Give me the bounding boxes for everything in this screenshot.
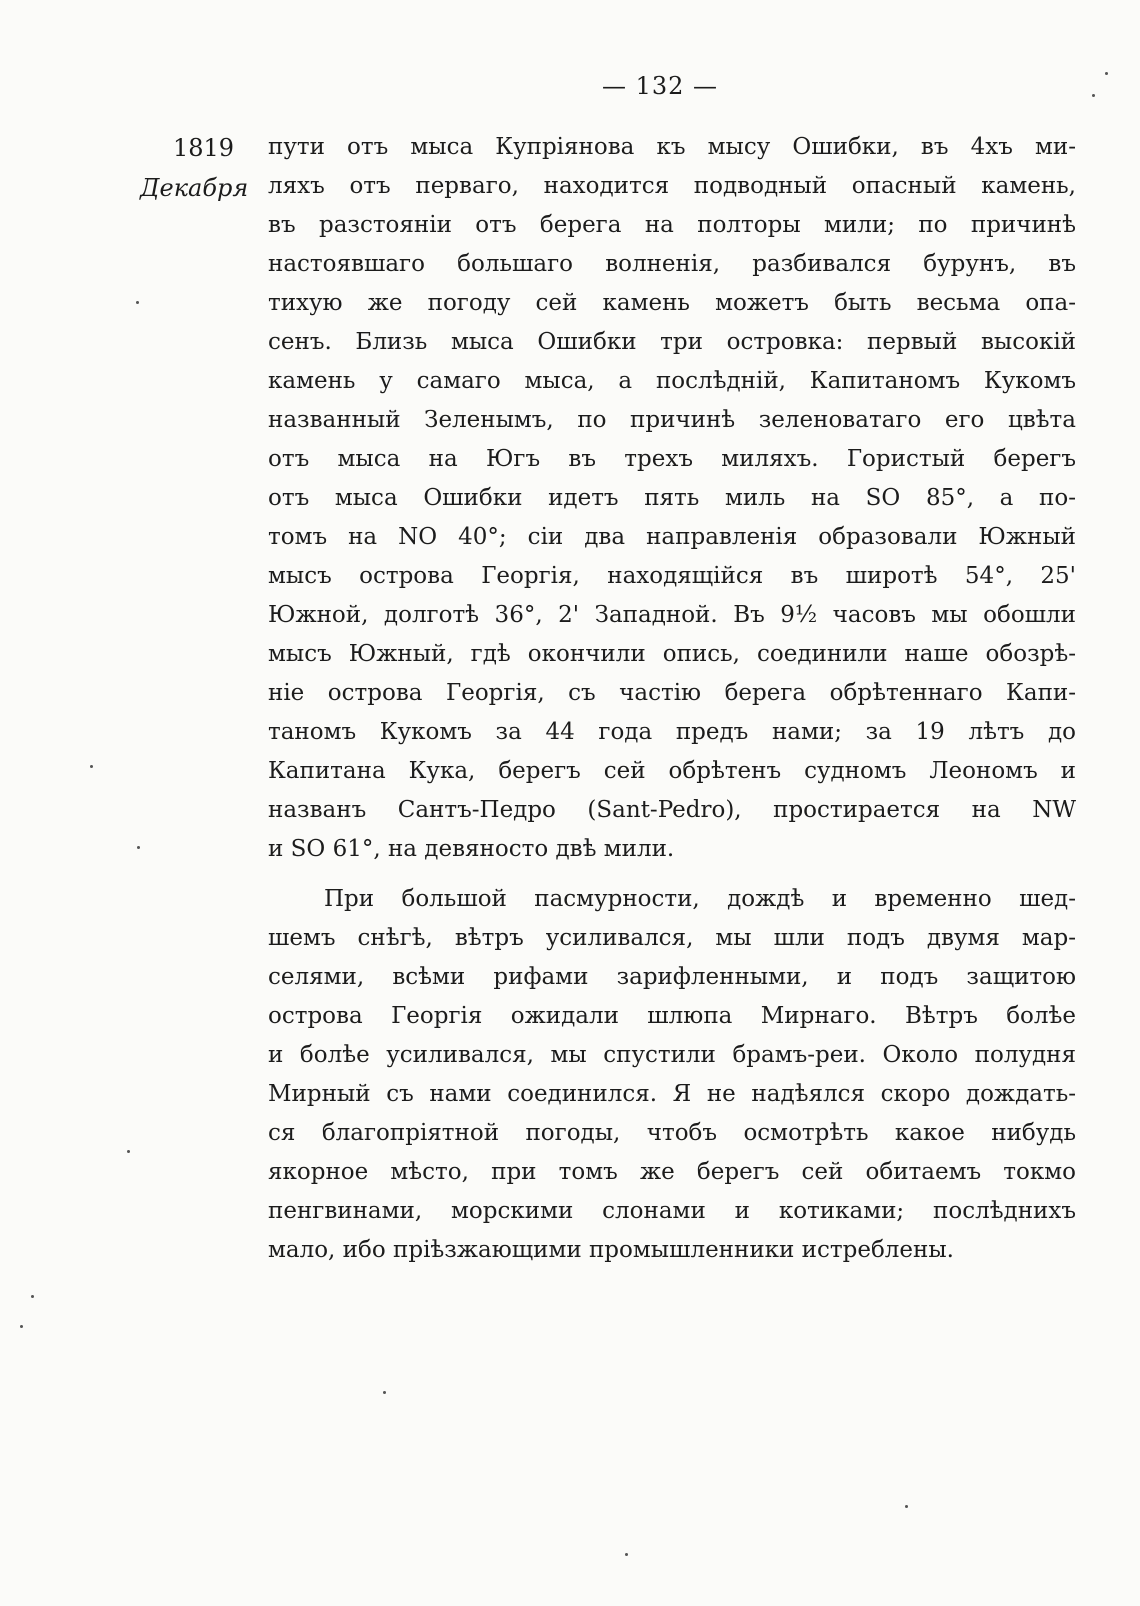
- text-line: При большой пасмурности, дождѣ и временно шед-: [324, 886, 1076, 912]
- text-line: Капитана Кука, берегъ сей обрѣтенъ судномъ Леономъ и: [268, 758, 1076, 784]
- text-line: ніе острова Георгія, съ частію берега обрѣтеннаго Капи-: [268, 680, 1076, 706]
- text-line: въ разстояніи отъ берега на полторы мили; по причинѣ: [268, 212, 1076, 238]
- scan-speck: [905, 1505, 908, 1508]
- text-line: мысъ Южный, гдѣ окончили опись, соединили наше обозрѣ-: [268, 641, 1076, 667]
- scan-speck: [625, 1553, 628, 1556]
- text-line: пенгвинами, морскими слонами и котиками; послѣднихъ: [268, 1198, 1076, 1224]
- text-line: названъ Сантъ-Педро (Sant-Pedro), простирается на NW: [268, 797, 1076, 823]
- body-text: [268, 128, 1076, 1270]
- text-line: томъ на NO 40°; сіи два направленія образовали Южный: [268, 524, 1076, 550]
- scan-speck: [31, 1295, 34, 1298]
- text-line: таномъ Кукомъ за 44 года предъ нами; за 19 лѣтъ до: [268, 719, 1076, 745]
- margin-note-year: 1819: [173, 134, 235, 162]
- text-line: тихую же погоду сей камень можетъ быть весьма опа-: [268, 290, 1076, 316]
- text-line: камень у самаго мыса, а послѣдній, Капитаномъ Кукомъ: [268, 368, 1076, 394]
- margin-note-month: Декабря: [140, 174, 249, 202]
- text-line: пути отъ мыса Купріянова къ мысу Ошибки, въ 4хъ ми-: [268, 134, 1076, 160]
- paragraph-gap: [268, 869, 1076, 880]
- scan-speck: [136, 301, 139, 304]
- scan-speck: [1092, 94, 1095, 97]
- paragraph-1: [268, 128, 1076, 869]
- paragraph-2: [268, 880, 1076, 1270]
- text-line: и болѣе усиливался, мы спустили брамъ-реи. Около полудня: [268, 1042, 1076, 1068]
- page-number: — 132 —: [601, 72, 719, 100]
- text-line: Мирный съ нами соединился. Я не надѣялся скоро дождать-: [268, 1081, 1076, 1107]
- text-line: селями, всѣми рифами зарифленными, и подъ защитою: [268, 964, 1076, 990]
- scan-speck: [137, 846, 140, 849]
- text-line: и SO 61°, на девяносто двѣ мили.: [268, 836, 675, 862]
- text-line: отъ мыса Ошибки идетъ пять миль на SO 85°, а по-: [268, 485, 1076, 511]
- text-line: ся благопріятной погоды, чтобъ осмотрѣть какое нибудь: [268, 1120, 1076, 1146]
- text-line: якорное мѣсто, при томъ же берегъ сей обитаемъ токмо: [268, 1159, 1076, 1185]
- scan-speck: [1105, 72, 1108, 75]
- text-line: сенъ. Близь мыса Ошибки три островка: первый высокій: [268, 329, 1076, 355]
- text-line: острова Георгія ожидали шлюпа Мирнаго. Вѣтръ болѣе: [268, 1003, 1076, 1029]
- text-line: мало, ибо пріѣзжающими промышленники истреблены.: [268, 1237, 954, 1263]
- text-line: названный Зеленымъ, по причинѣ зеленоватаго его цвѣта: [268, 407, 1076, 433]
- scan-speck: [90, 765, 93, 768]
- text-line: отъ мыса на Югъ въ трехъ миляхъ. Гористый берегъ: [268, 446, 1076, 472]
- scan-speck: [20, 1325, 23, 1328]
- text-line: ляхъ отъ перваго, находится подводный опасный камень,: [268, 173, 1076, 199]
- text-line: шемъ снѣгѣ, вѣтръ усиливался, мы шли подъ двумя мар-: [268, 925, 1076, 951]
- scan-speck: [127, 1150, 130, 1153]
- text-line: мысъ острова Георгія, находящійся въ широтѣ 54°, 25': [268, 563, 1076, 589]
- text-line: Южной, долготѣ 36°, 2' Западной. Въ 9½ часовъ мы обошли: [268, 602, 1076, 628]
- scan-speck: [383, 1391, 386, 1394]
- text-line: настоявшаго большаго волненія, разбивался бурунъ, въ: [268, 251, 1076, 277]
